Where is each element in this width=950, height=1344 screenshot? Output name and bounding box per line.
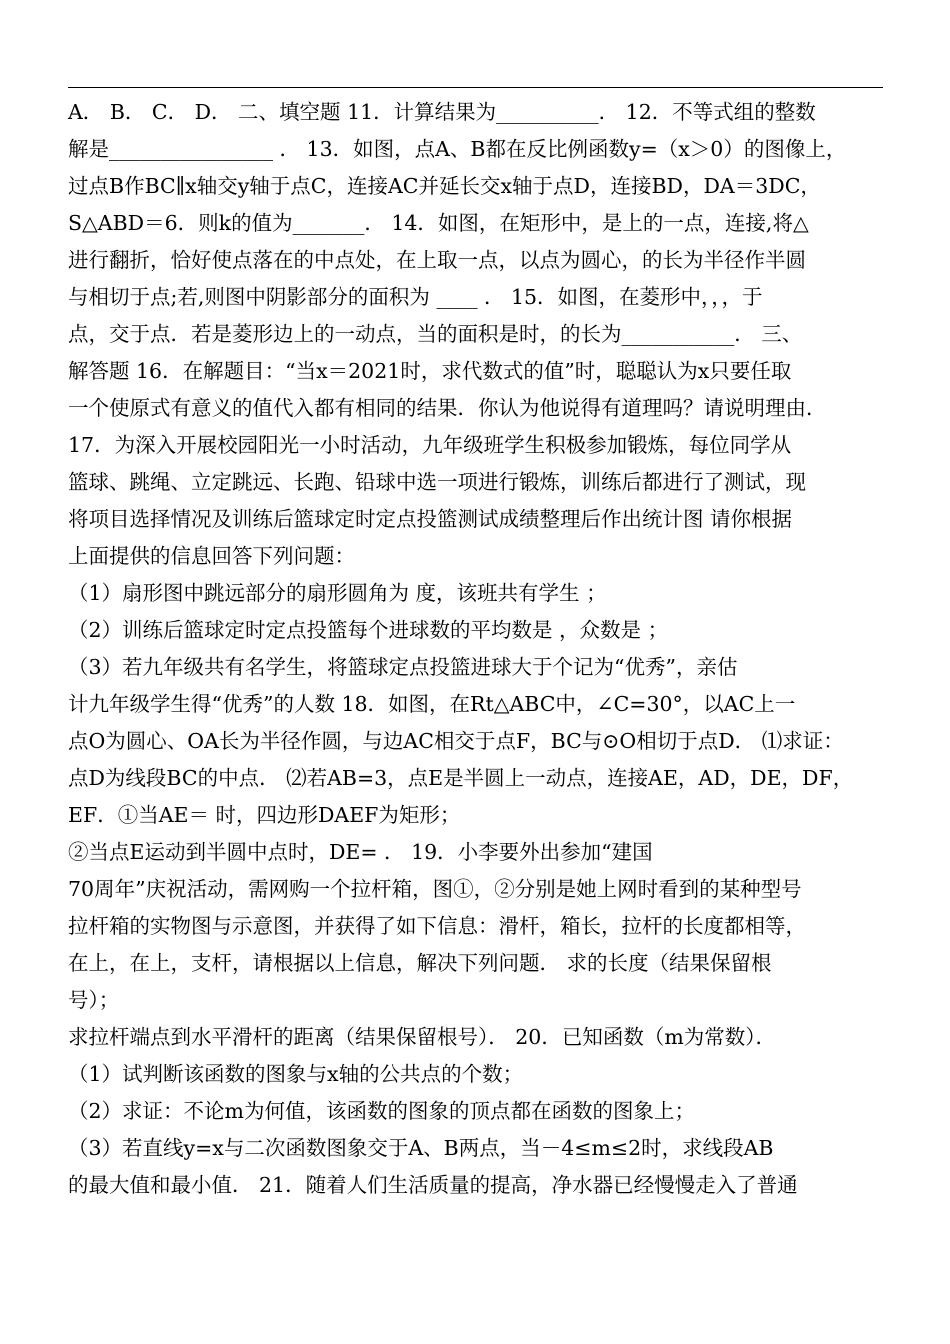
text-line: 在上，在上，支杆，请根据以上信息，解决下列问题． 求的长度（结果保留根 xyxy=(68,951,772,975)
text-line: （2）训练后篮球定时定点投篮每个进球数的平均数是 ，众数是 ； xyxy=(68,618,669,642)
text-line: 70周年”庆祝活动，需网购一个拉杆箱，图①，②分别是她上网时看到的某种型号 xyxy=(68,877,802,901)
text-line: S△ABD＝6．则k的值为_______． 14．如图，在矩形中，是上的一点，连接,将△ xyxy=(68,211,809,235)
text-line: （1）扇形图中跳远部分的扇形圆角为 度，该班共有学生 ； xyxy=(68,581,607,605)
text-line: 进行翻折，恰好使点落在的中点处，在上取一点，以点为圆心，的长为半径作半圆 xyxy=(68,248,806,272)
text-line: 拉杆箱的实物图与示意图，并获得了如下信息：滑杆，箱长，拉杆的长度都相等， xyxy=(68,914,806,938)
text-line: 解是________________ ． 13．如图，点A、B都在反比例函数y=（x＞0）的图像上， xyxy=(68,137,847,161)
text-line: 号）； xyxy=(68,988,120,1012)
text-line: 解答题 16．在解题目：“当x＝2021时，求代数式的值”时，聪聪认为x只要任取 xyxy=(68,359,792,383)
text-line: （2）求证：不论m为何值，该函数的图象的顶点都在函数的图象上； xyxy=(68,1099,695,1123)
text-line: 一个使原式有意义的值代入都有相同的结果．你认为他说得有道理吗？请说明理由． xyxy=(68,396,827,420)
text-line: 计九年级学生得“优秀”的人数 18．如图，在Rt△ABC中，∠C=30°，以AC上一 xyxy=(68,692,796,716)
text-line: EF．①当AE＝ 时，四边形DAEF为矩形； xyxy=(68,803,461,827)
text-line: （3）若九年级共有名学生，将篮球定点投篮进球大于个记为“优秀”，亲估 xyxy=(68,655,738,679)
text-line: 点，交于点．若是菱形边上的一动点，当的面积是时，的长为___________． 三、 xyxy=(68,322,803,346)
text-line: 的最大值和最小值． 21．随着人们生活质量的提高，净水器已经慢慢走入了普通 xyxy=(68,1173,798,1197)
text-line: ②当点E运动到半圆中点时，DE= ． 19．小李要外出参加“建国 xyxy=(68,840,653,864)
text-line: 点O为圆心、OA长为半径作圆，与边AC相交于点F，BC与⊙O相切于点D． ⑴求证： xyxy=(68,729,844,753)
header-rule xyxy=(68,87,883,88)
text-line: 过点B作BC∥x轴交y轴于点C，连接AC并延长交x轴于点D，连接BD，DA＝3DC， xyxy=(68,174,821,198)
text-line: A． B． C． D． 二、填空题 11．计算结果为__________． 12．不等式组的整数 xyxy=(68,100,816,124)
text-line: 篮球、跳绳、立定跳远、长跑、铅球中选一项进行锻炼，训练后都进行了测试，现 xyxy=(68,470,806,494)
text-line: 上面提供的信息回答下列问题： xyxy=(68,544,355,568)
text-line: 17．为深入开展校园阳光一小时活动，九年级班学生积极参加锻炼，每位同学从 xyxy=(68,433,792,457)
text-line: 点D为线段BC的中点． ⑵若AB=3，点E是半圆上一动点，连接AE，AD，DE，DF， xyxy=(68,766,854,790)
text-line: 与相切于点;若,则图中阴影部分的面积为 ____ ． 15．如图，在菱形中，，，于 xyxy=(68,285,763,309)
text-line: 求拉杆端点到水平滑杆的距离（结果保留根号）． 20．已知函数（m为常数）． xyxy=(68,1025,777,1049)
text-line: （1）试判断该函数的图象与x轴的公共点的个数； xyxy=(68,1062,524,1086)
text-line: 将项目选择情况及训练后篮球定时定点投篮测试成绩整理后作出统计图 请你根据 xyxy=(68,507,793,531)
text-line: （3）若直线y=x与二次函数图象交于A、B两点，当－4≤m≤2时，求线段AB xyxy=(68,1136,774,1160)
